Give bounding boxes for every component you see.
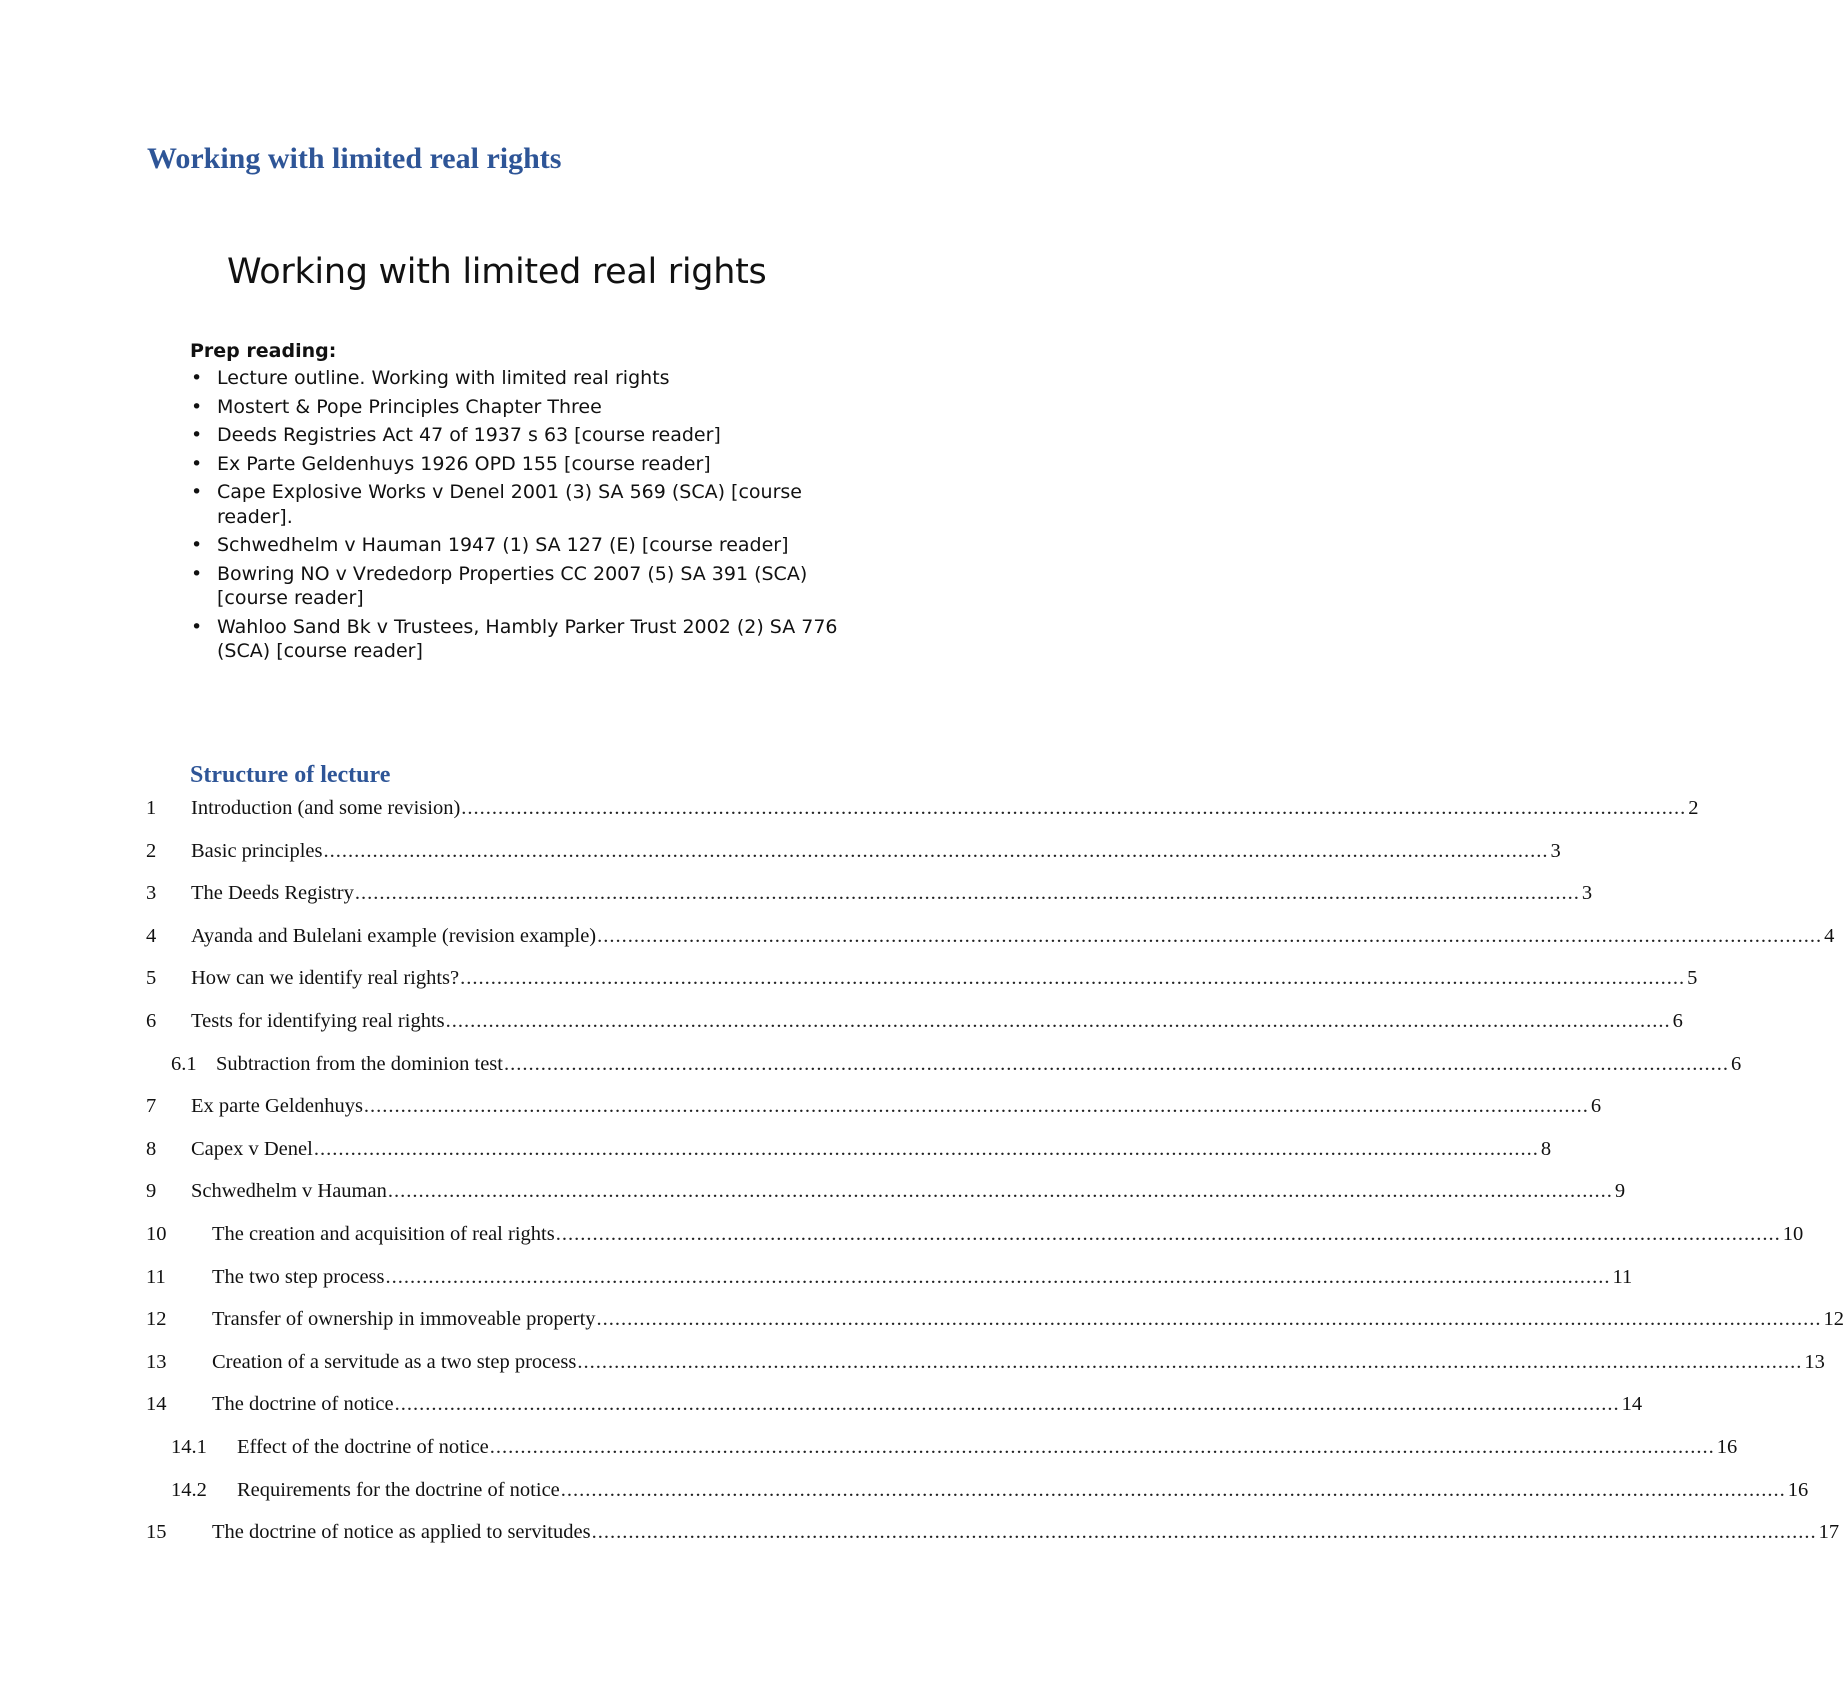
toc-entry-number: 6.1 bbox=[171, 1052, 197, 1075]
prep-item: • Schwedhelm v Hauman 1947 (1) SA 127 (E) [course reader] bbox=[191, 534, 789, 556]
toc-entry-number: 2 bbox=[146, 839, 157, 862]
slide-title: Working with limited real rights bbox=[227, 252, 767, 292]
toc-entry-number: 6 bbox=[146, 1009, 157, 1032]
prep-reading-list bbox=[190, 366, 890, 664]
toc-entry-page: 9 bbox=[1614, 1180, 1626, 1203]
toc-entry-label: Basic principles bbox=[191, 839, 323, 862]
slide-image bbox=[190, 252, 890, 668]
toc-entry-page: 16 bbox=[1716, 1435, 1738, 1458]
toc-entry-label: Subtraction from the dominion test bbox=[216, 1052, 503, 1075]
bullet-icon: • bbox=[191, 534, 203, 556]
prep-item: • Mostert & Pope Principles Chapter Three bbox=[191, 395, 602, 418]
toc-dot-leader: ........................................................................................................................................................................................................ bbox=[597, 924, 1823, 947]
toc-entry[interactable] bbox=[146, 1393, 1643, 1436]
prep-item: • Ex Parte Geldenhuys 1926 OPD 155 [course reader] bbox=[191, 452, 711, 475]
toc-dot-leader: ........................................................................................................................................................................................................ bbox=[503, 1052, 1729, 1075]
toc-entry-number: 9 bbox=[146, 1180, 157, 1203]
toc-entry-label: Introduction (and some revision) bbox=[191, 797, 461, 819]
toc-entry-page: 11 bbox=[1612, 1265, 1633, 1288]
toc-entry-number: 3 bbox=[146, 882, 157, 905]
prep-item: • Bowring NO v Vrededorp Properties CC 2007 (5) SA 391 (SCA) [course reader] bbox=[191, 562, 808, 609]
toc-entry-page: 10 bbox=[1782, 1222, 1804, 1245]
prep-item: • Wahloo Sand Bk v Trustees, Hambly Parker Trust 2002 (2) SA 776 (SCA) [course reader] bbox=[191, 615, 838, 662]
toc-entry-number: 7 bbox=[146, 1095, 157, 1118]
toc-entry-label: The doctrine of notice bbox=[212, 1393, 394, 1416]
toc-entry[interactable] bbox=[146, 1265, 1633, 1309]
toc-dot-leader: ........................................................................................................................................................................................................ bbox=[323, 839, 1549, 862]
toc-dot-leader: ........................................................................................................................................................................................................ bbox=[387, 1180, 1613, 1203]
toc-entry[interactable] bbox=[146, 1095, 1602, 1138]
toc-entry-label: Capex v Denel bbox=[191, 1137, 313, 1160]
toc-entry-page: 4 bbox=[1824, 924, 1835, 947]
toc-entry-page: 14 bbox=[1621, 1393, 1643, 1416]
prep-item: • Deeds Registries Act 47 of 1937 s 63 [course reader] bbox=[191, 424, 721, 446]
toc-dot-leader: ........................................................................................................................................................................................................ bbox=[489, 1435, 1715, 1458]
toc-dot-leader: ........................................................................................................................................................................................................ bbox=[394, 1393, 1620, 1416]
toc-entry-label: How can we identify real rights? bbox=[191, 967, 460, 990]
toc-entry-number: 11 bbox=[146, 1265, 166, 1288]
toc-entry[interactable] bbox=[146, 1478, 1809, 1522]
toc-entry-label: Ex parte Geldenhuys bbox=[191, 1095, 363, 1118]
toc-dot-leader: ........................................................................................................................................................................................................ bbox=[596, 1308, 1822, 1331]
toc-entry[interactable] bbox=[146, 1180, 1626, 1223]
toc-entry[interactable] bbox=[146, 1521, 1840, 1564]
toc-entry-label: Effect of the doctrine of notice bbox=[237, 1435, 489, 1458]
toc-entry-page: 8 bbox=[1540, 1137, 1552, 1160]
toc-entry-label: Requirements for the doctrine of notice bbox=[237, 1478, 560, 1501]
toc-entry-page: 13 bbox=[1804, 1350, 1825, 1373]
toc-entry-label: The creation and acquisition of real rights bbox=[212, 1222, 555, 1245]
toc-entry[interactable] bbox=[146, 967, 1698, 1010]
toc-entry-label: Schwedhelm v Hauman bbox=[191, 1180, 387, 1203]
toc-entry-page: 6 bbox=[1730, 1052, 1742, 1075]
bullet-icon: • bbox=[191, 452, 203, 475]
bullet-icon: • bbox=[191, 424, 203, 446]
toc-dot-leader: ........................................................................................................................................................................................................ bbox=[313, 1137, 1539, 1160]
toc-dot-leader: ........................................................................................................................................................................................................ bbox=[460, 967, 1686, 990]
toc-entry[interactable] bbox=[146, 1052, 1742, 1096]
toc-entry[interactable] bbox=[146, 1350, 1825, 1394]
toc-entry-number: 12 bbox=[146, 1308, 167, 1331]
toc-entry-page: 12 bbox=[1823, 1308, 1844, 1331]
toc-entry-number: 14 bbox=[146, 1393, 167, 1416]
toc-entry[interactable] bbox=[146, 1137, 1552, 1181]
toc-entry[interactable] bbox=[146, 1009, 1683, 1053]
table-of-contents bbox=[146, 797, 1844, 1564]
toc-entry-label: Ayanda and Bulelani example (revision example) bbox=[191, 924, 597, 947]
toc-entry-label: Creation of a servitude as a two step process bbox=[212, 1350, 577, 1373]
toc-dot-leader: ........................................................................................................................................................................................................ bbox=[461, 797, 1687, 819]
toc-entry-number: 4 bbox=[146, 924, 157, 947]
toc-entry[interactable] bbox=[146, 924, 1835, 968]
toc-entry-number: 14.1 bbox=[171, 1435, 207, 1458]
bullet-icon: • bbox=[191, 367, 203, 389]
toc-dot-leader: ........................................................................................................................................................................................................ bbox=[354, 882, 1580, 905]
toc-entry-number: 14.2 bbox=[171, 1478, 207, 1501]
toc-dot-leader: ........................................................................................................................................................................................................ bbox=[577, 1350, 1803, 1373]
prep-item: • Lecture outline. Working with limited real rights bbox=[191, 367, 670, 389]
toc-entry-label: Tests for identifying real rights bbox=[191, 1009, 445, 1032]
prep-reading-heading: Prep reading: bbox=[190, 340, 337, 362]
toc-entry-page: 3 bbox=[1550, 839, 1561, 862]
toc-entry-number: 15 bbox=[146, 1521, 167, 1544]
toc-entry-page: 6 bbox=[1590, 1095, 1602, 1118]
bullet-icon: • bbox=[191, 615, 203, 638]
toc-entry-label: Transfer of ownership in immoveable property bbox=[212, 1308, 596, 1331]
toc-dot-leader: ........................................................................................................................................................................................................ bbox=[385, 1265, 1611, 1288]
toc-dot-leader: ........................................................................................................................................................................................................ bbox=[591, 1521, 1817, 1544]
bullet-icon: • bbox=[191, 481, 203, 503]
document-title: Working with limited real rights bbox=[147, 142, 562, 175]
toc-dot-leader: ........................................................................................................................................................................................................ bbox=[555, 1222, 1781, 1245]
toc-entry[interactable] bbox=[146, 839, 1561, 883]
toc-entry-number: 8 bbox=[146, 1137, 157, 1160]
toc-entry-page: 5 bbox=[1687, 967, 1698, 990]
toc-entry-label: The two step process bbox=[212, 1265, 385, 1288]
toc-entry-page: 6 bbox=[1672, 1009, 1683, 1032]
toc-entry[interactable] bbox=[146, 797, 1699, 840]
toc-entry-page: 17 bbox=[1818, 1521, 1840, 1544]
toc-entry[interactable] bbox=[146, 1308, 1844, 1351]
toc-dot-leader: ........................................................................................................................................................................................................ bbox=[363, 1095, 1589, 1118]
bullet-icon: • bbox=[191, 395, 203, 418]
toc-entry-page: 16 bbox=[1787, 1478, 1809, 1501]
toc-entry-number: 13 bbox=[146, 1350, 167, 1373]
toc-entry[interactable] bbox=[146, 1222, 1804, 1266]
toc-entry-page: 3 bbox=[1581, 882, 1593, 905]
toc-entry-label: The Deeds Registry bbox=[191, 882, 354, 905]
bullet-icon: • bbox=[191, 562, 203, 585]
toc-dot-leader: ........................................................................................................................................................................................................ bbox=[445, 1009, 1671, 1032]
toc-entry[interactable] bbox=[146, 882, 1593, 925]
toc-entry-number: 5 bbox=[146, 967, 157, 990]
toc-heading: Structure of lecture bbox=[190, 762, 391, 788]
toc-dot-leader: ........................................................................................................................................................................................................ bbox=[560, 1478, 1786, 1501]
toc-entry[interactable] bbox=[146, 1435, 1738, 1479]
prep-item: • Cape Explosive Works v Denel 2001 (3) SA 569 (SCA) [course reader]. bbox=[191, 481, 802, 528]
toc-entry-page: 2 bbox=[1688, 797, 1699, 819]
toc-entry-number: 10 bbox=[146, 1222, 167, 1245]
toc-entry-number: 1 bbox=[146, 797, 157, 819]
toc-entry-label: The doctrine of notice as applied to servitudes bbox=[212, 1521, 591, 1544]
